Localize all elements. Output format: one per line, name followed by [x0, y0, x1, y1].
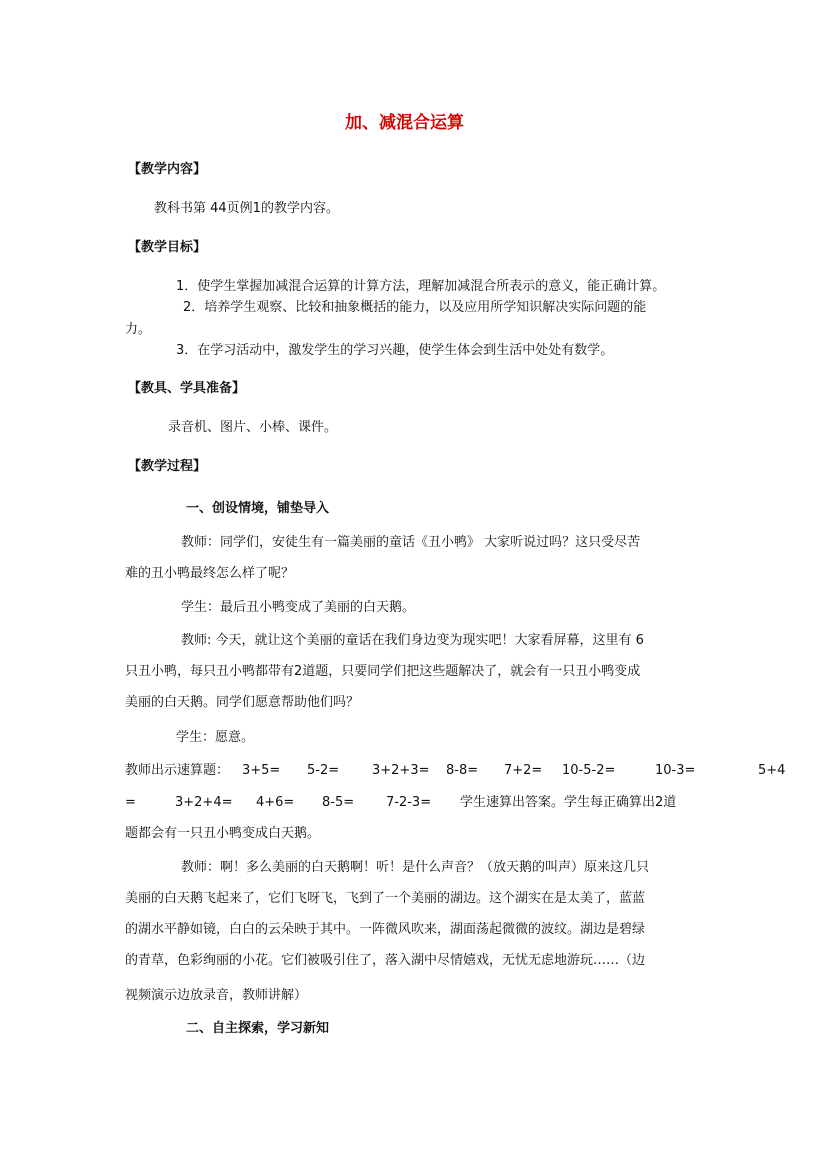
drill-item: 10-5-2= — [562, 763, 616, 778]
drill-item: 10-3= — [655, 763, 696, 778]
paragraph: 美丽的白天鹅。同学们愿意帮助他们吗？ — [125, 695, 360, 710]
process-heading: 【教学过程】 — [128, 459, 207, 474]
page-title: 加、减混合运算 — [345, 113, 464, 133]
paragraph: 教师：啊！多么美丽的白天鹅啊！听！是什么声音？（放天鹅的叫声）原来这几只 — [181, 860, 650, 875]
drill-item: 3+5= — [242, 763, 281, 778]
goals-heading: 【教学目标】 — [128, 240, 207, 255]
drill-intro: 教师出示速算题： — [125, 763, 230, 778]
part1-heading: 一、创设情境，铺垫导入 — [186, 501, 330, 516]
paragraph: 只丑小鸭，每只丑小鸭都带有2道题，只要同学们把这些题解决了，就会有一只丑小鸭变成 — [125, 664, 641, 679]
drill-item: 8-8= — [446, 763, 479, 778]
tools-heading: 【教具、学具准备】 — [128, 381, 246, 396]
paragraph: 视频演示边放录音，教师讲解） — [125, 988, 308, 1003]
drill-tail: 学生速算出答案。学生每正确算出2道 — [460, 795, 677, 810]
goal-2: 2．培养学生观察、比较和抽象概括的能力，以及应用所学知识解决实际问题的能 — [183, 300, 647, 315]
drill-item: 4+6= — [256, 795, 295, 810]
drill-item: 7-2-3= — [386, 795, 432, 810]
content-heading: 【教学内容】 — [128, 162, 207, 177]
paragraph: 教师: 今天，就让这个美丽的童话在我们身边变为现实吧！大家看屏幕，这里有 6 — [181, 633, 644, 648]
tools-text: 录音机、图片、小棒、课件。 — [168, 420, 338, 435]
drill-item: = — [125, 795, 136, 810]
paragraph: 的湖水平静如镜，白白的云朵映于其中。一阵微风吹来，湖面荡起微微的波纹。湖边是碧绿 — [125, 922, 646, 937]
drill-tail-cont: 题都会有一只丑小鸭变成白天鹅。 — [125, 826, 321, 841]
paragraph: 美丽的白天鹅飞起来了，它们飞呀飞，飞到了一个美丽的湖边。这个湖实在是太美了，蓝蓝 — [125, 891, 646, 906]
paragraph: 学生：最后丑小鸭变成了美丽的白天鹅。 — [181, 600, 416, 615]
drill-item: 5+4 — [758, 763, 786, 778]
paragraph: 难的丑小鸭最终怎么样了呢？ — [125, 566, 295, 581]
content-text: 教科书第 44页例1的教学内容。 — [154, 201, 339, 216]
paragraph: 学生：愿意。 — [176, 730, 255, 745]
paragraph: 的青草，色彩绚丽的小花。它们被吸引住了，落入湖中尽情嬉戏，无忧无虑地游玩……（边 — [125, 953, 646, 968]
drill-item: 7+2= — [504, 763, 543, 778]
paragraph: 教师：同学们，安徒生有一篇美丽的童话《丑小鸭》 大家听说过吗？这只受尽苦 — [181, 535, 641, 550]
drill-item: 3+2+4= — [175, 795, 233, 810]
part2-heading: 二、自主探索，学习新知 — [186, 1021, 330, 1036]
drill-item: 8-5= — [322, 795, 355, 810]
goal-3: 3．在学习活动中，激发学生的学习兴趣，使学生体会到生活中处处有数学。 — [176, 343, 614, 358]
drill-item: 5-2= — [307, 763, 340, 778]
goal-1: 1．使学生掌握加减混合运算的计算方法，理解加减混合所表示的意义，能正确计算。 — [176, 279, 666, 294]
drill-item: 3+2+3= — [372, 763, 430, 778]
goal-2-cont: 力。 — [125, 322, 152, 337]
